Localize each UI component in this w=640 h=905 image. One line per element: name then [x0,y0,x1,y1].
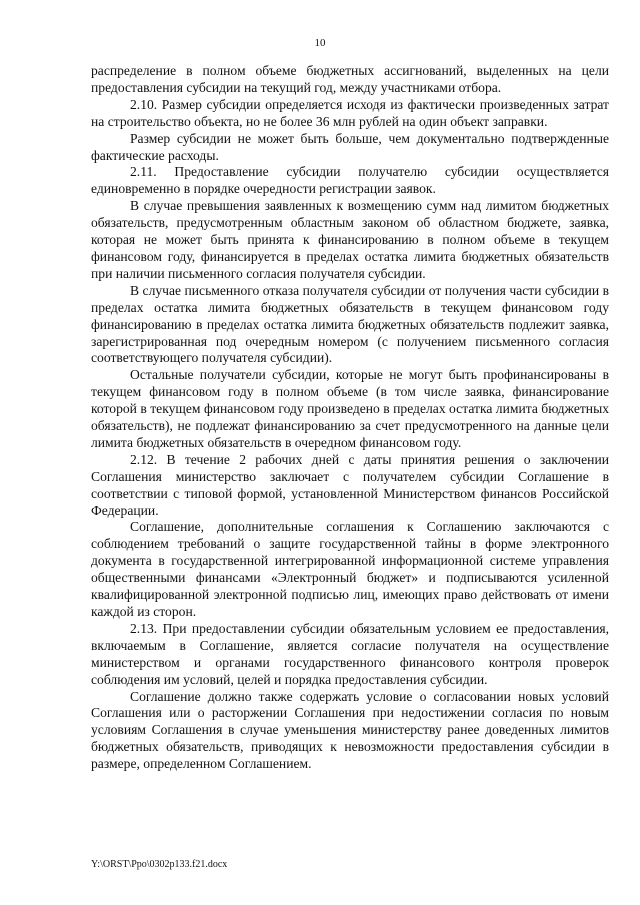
paragraph-written-refusal: В случае письменного отказа получателя субсидии от получения части субсидии в пределах остатка лимита бюджетных обязательств в текущем финансовом году финансированию в пределах остатка лимита бюджетных обязательств подлежит заявка, зарегистрированная под очередным номером (с получением письменного согласия соответствующего получателя субсидии). [91,282,609,366]
paragraph-continuation: распределение в полном объеме бюджетных ассигнований, выделенных на цели предоставления субсидии на текущий год, между участниками отбора. [91,63,609,95]
paragraph-agreement-signing: Соглашение, дополнительные соглашения к Соглашению заключаются с соблюдением требований о защите государственной тайны в форме электронного документа в государственной интегрированной информационной системе управления общественными финансами «Электронный бюджет» и подписываются усиленной квалифицированной электронной подписью лиц, имеющих право действовать от имени каждой из сторон. [91,519,609,619]
paragraph-2-13: 2.13. При предоставлении субсидии обязательным условием ее предоставления, включаемым в Соглашение, является согласие получателя на осуществление министерством и органами государственного финансового контроля проверок соблюдения им условий, целей и порядка предоставления субсидии. [91,620,609,687]
paragraph-2-12: 2.12. В течение 2 рабочих дней с даты принятия решения о заключении Соглашения министерство заключает с получателем субсидии Соглашение в соответствии с типовой формой, установленной Министерством финансов Российской Федерации. [91,451,609,518]
page-number: 10 [314,37,326,49]
paragraph-subsidy-limit: Размер субсидии не может быть больше, чем документально подтвержденные фактические расходы. [91,130,609,163]
paragraph-excess-claims: В случае превышения заявленных к возмещению сумм над лимитом бюджетных обязательств, предусмотренным областным законом об областном бюджете, заявка, которая не может быть принята к финансированию в полном объеме в текущем финансовом году, финансируется в пределах остатка лимита бюджетных обязательств при наличии письменного согласия получателя субсидии. [91,198,609,281]
document-body [91,63,609,773]
paragraph-2-10: 2.10. Размер субсидии определяется исходя из фактически произведенных затрат на строительство объекта, но не более 36 млн рублей на один объект заправки. [91,96,609,129]
file-path-footer: Y:\ORST\Ppo\0302p133.f21.docx [91,859,228,870]
paragraph-remaining-recipients: Остальные получатели субсидии, которые не могут быть профинансированы в текущем финансовом году в полном объеме (в том числе заявка, финансирование которой в текущем финансовом году произведено в пределах остатка лимита бюджетных обязательств), не подлежат финансированию за счет предусмотренного на данные цели лимита бюджетных обязательств в очередном финансовом году. [91,367,609,450]
paragraph-agreement-conditions: Соглашение должно также содержать условие о согласовании новых условий Соглашения или о расторжении Соглашения при недостижении согласия по новым условиям Соглашения в случае уменьшения министерству ранее доведенных лимитов бюджетных обязательств, приводящих к невозможности предоставления субсидии в размере, определенном Соглашением. [91,688,609,772]
paragraph-2-11: 2.11. Предоставление субсидии получателю субсидии осуществляется единовременно в порядке очередности регистрации заявок. [91,164,609,197]
